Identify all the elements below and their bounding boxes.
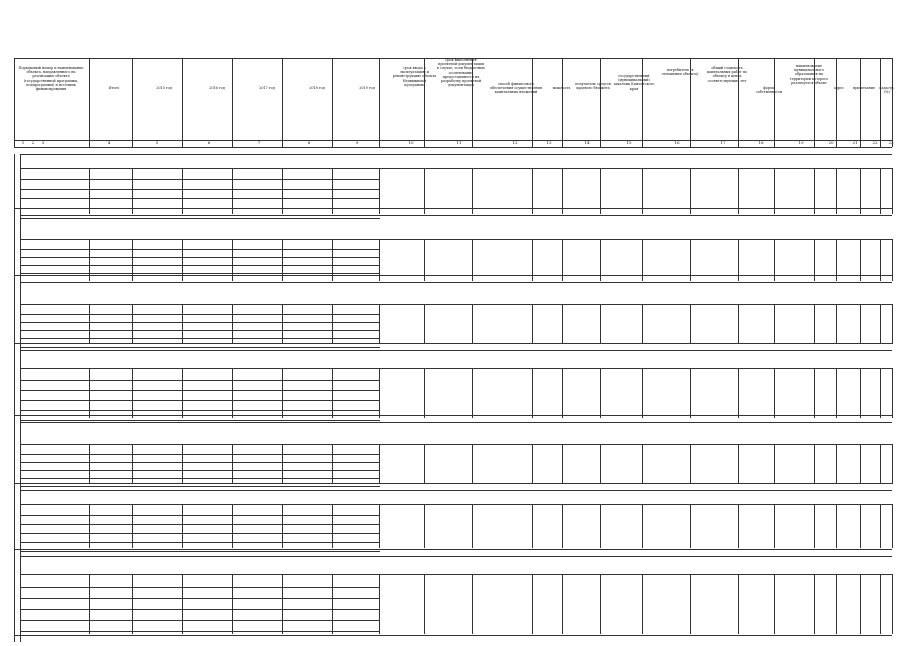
grid-line	[892, 168, 893, 214]
header-col-2019: 2019 год	[359, 86, 375, 90]
total-cost	[691, 580, 738, 646]
header-col-note: примечание	[852, 86, 876, 90]
section-block	[14, 549, 892, 643]
column-number: 23	[888, 140, 894, 145]
header-col-form: форма собственности	[755, 86, 783, 95]
cadastre	[880, 580, 892, 646]
header-col-cost: общий стоимость капитальных работ по объекту в ценах соответствующих лет	[706, 66, 748, 83]
ministry-heading	[14, 343, 414, 349]
header-col-power: мощность	[552, 86, 571, 90]
project-title	[20, 160, 520, 168]
header-col-object: Порядковый номер и наименование объекта, направленного на реализацию объекта (государственной программы, подпрограммы) и источник финансирования	[18, 66, 84, 92]
header-col-2018: 2018 год	[309, 86, 325, 90]
ministry-heading	[14, 208, 414, 214]
header-col-method: способ финансового обеспечения осуществления капитальных вложений	[490, 82, 542, 95]
municipality	[774, 580, 814, 646]
project-title	[20, 496, 520, 504]
table-header	[14, 58, 895, 148]
sections	[14, 147, 892, 637]
column-number: 18	[758, 140, 764, 145]
ministry-heading	[14, 415, 414, 421]
ownership-form	[738, 580, 774, 646]
column-number: 1	[21, 140, 25, 145]
header-col-projdoc: срок выполнения проектной документации в случае, если бюджетные ассигнования предоставляются на разработку проектной документации	[437, 58, 485, 88]
column-number: 20	[828, 140, 834, 145]
header-col-srok: срок ввода в эксплуатацию и реконструкцию объекта Недвижимой программы	[392, 66, 437, 87]
header-col-addr: адрес	[833, 86, 845, 90]
ministry-heading	[14, 549, 414, 555]
column-number: 4	[107, 140, 111, 145]
header-col-consumer: потребитель (в отношении объекта)	[661, 68, 699, 77]
grid-line	[892, 504, 893, 548]
financing-method	[474, 580, 530, 646]
project-title	[20, 221, 320, 239]
project-title	[20, 428, 320, 444]
consumer	[643, 580, 690, 646]
project-title	[20, 562, 320, 574]
column-number: 11	[456, 140, 462, 145]
column-number: 8	[307, 140, 311, 145]
grid-line	[892, 368, 893, 418]
column-number: 10	[408, 140, 414, 145]
address	[814, 580, 836, 646]
grid-line	[892, 239, 893, 281]
section-block	[14, 275, 892, 353]
column-number: 6	[207, 140, 211, 145]
column-number: 16	[674, 140, 680, 145]
column-number: 13	[546, 140, 552, 145]
section-block	[14, 415, 892, 493]
header-col-2017: 2017 год	[259, 86, 275, 90]
column-number: 12	[512, 140, 518, 145]
project-doc-date	[424, 580, 472, 646]
grid-line	[892, 58, 893, 147]
funds-recipient	[563, 580, 600, 646]
grid-line	[892, 444, 893, 484]
project-title	[20, 288, 320, 304]
grid-line	[892, 574, 893, 634]
header-col-recipient: получатель средств краевого бюджета	[575, 82, 611, 91]
column-number: 21	[852, 140, 858, 145]
ministry-heading	[14, 483, 414, 489]
column-number: 19	[798, 140, 804, 145]
section-block	[14, 483, 892, 557]
note	[836, 580, 880, 646]
column-number: 9	[355, 140, 359, 145]
column-number: 17	[720, 140, 726, 145]
column-number: 5	[155, 140, 159, 145]
capacity	[532, 580, 562, 646]
ministry-heading	[14, 147, 414, 153]
header-col-mo: наименование муниципального образования на территории которого реализуется объект	[789, 64, 829, 85]
column-number: 3	[41, 140, 45, 145]
header-col-2015: 2015 год	[156, 86, 172, 90]
column-number: 7	[257, 140, 261, 145]
project-title	[20, 356, 320, 368]
column-number: 2	[31, 140, 35, 145]
grid-line	[892, 304, 893, 344]
column-number-row	[14, 140, 892, 147]
header-col-2016: 2016 год	[209, 86, 225, 90]
ministry-heading	[14, 275, 414, 281]
column-number: 14	[584, 140, 590, 145]
header-col-cad: кадастр. (№)	[879, 86, 895, 95]
state-customer	[601, 580, 642, 646]
header-col-customer: государственный (муниципальный) заказчик Камчатского края	[613, 74, 655, 91]
commission-date	[379, 580, 424, 646]
column-number: 15	[626, 140, 632, 145]
column-number: 22	[872, 140, 878, 145]
header-col-total: Итого	[108, 86, 120, 90]
